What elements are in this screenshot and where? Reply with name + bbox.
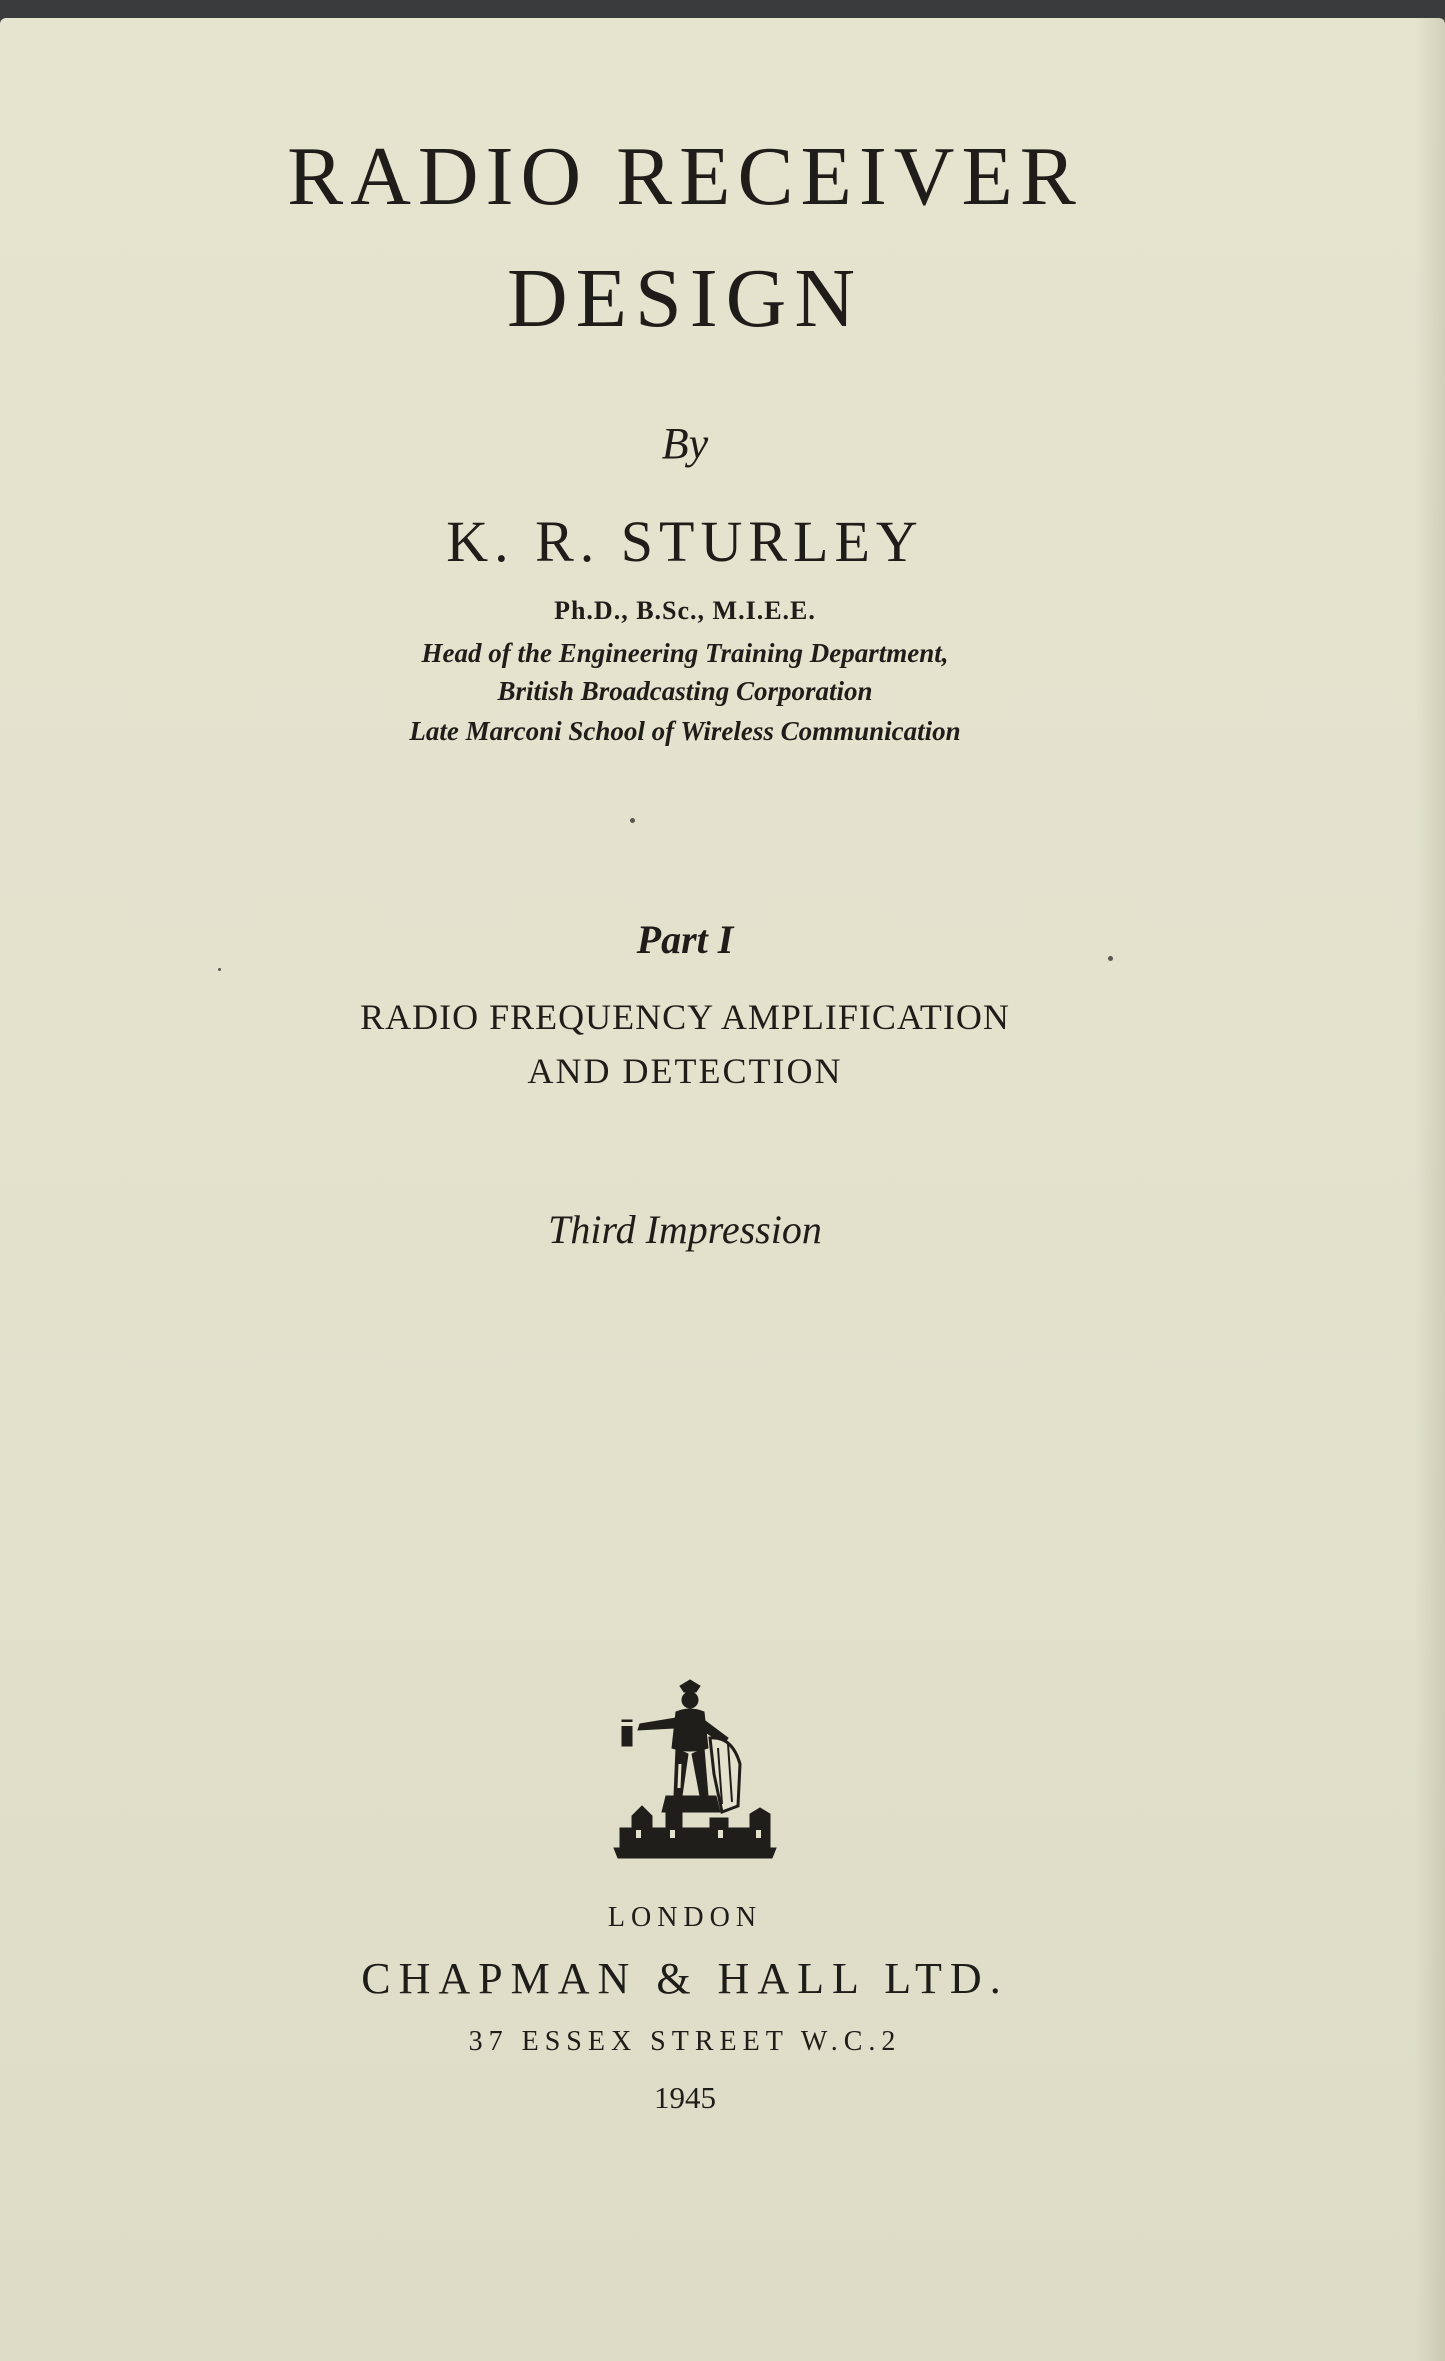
publisher-city: LONDON (607, 1902, 763, 1933)
title-line-2: DESIGN (507, 252, 863, 345)
affiliation-line-2: British Broadcasting Corporation (497, 676, 873, 706)
publication-year: 1945 (654, 2080, 716, 2115)
title-page (0, 18, 1445, 2361)
publisher-device-figure-icon (610, 1678, 780, 1878)
title-line-1: RADIO RECEIVER (287, 130, 1083, 223)
affiliation-line-1: Head of the Engineering Training Department, (421, 638, 949, 668)
by-label: By (661, 419, 709, 468)
affiliation-line-3: Late Marconi School of Wireless Communication (409, 716, 961, 746)
paper-speck (630, 818, 635, 823)
publisher-name: CHAPMAN & HALL LTD. (361, 1954, 1009, 2003)
subtitle-line-1: RADIO FREQUENCY AMPLIFICATION (360, 997, 1010, 1037)
author-name: K. R. STURLEY (446, 509, 924, 574)
subtitle-line-2: AND DETECTION (527, 1051, 843, 1091)
publisher-address: 37 ESSEX STREET W.C.2 (468, 2026, 902, 2057)
author-qualifications: Ph.D., B.Sc., M.I.E.E. (554, 596, 816, 625)
impression-label: Third Impression (548, 1207, 822, 1252)
paper-speck (218, 968, 221, 971)
part-label: Part I (636, 917, 734, 962)
